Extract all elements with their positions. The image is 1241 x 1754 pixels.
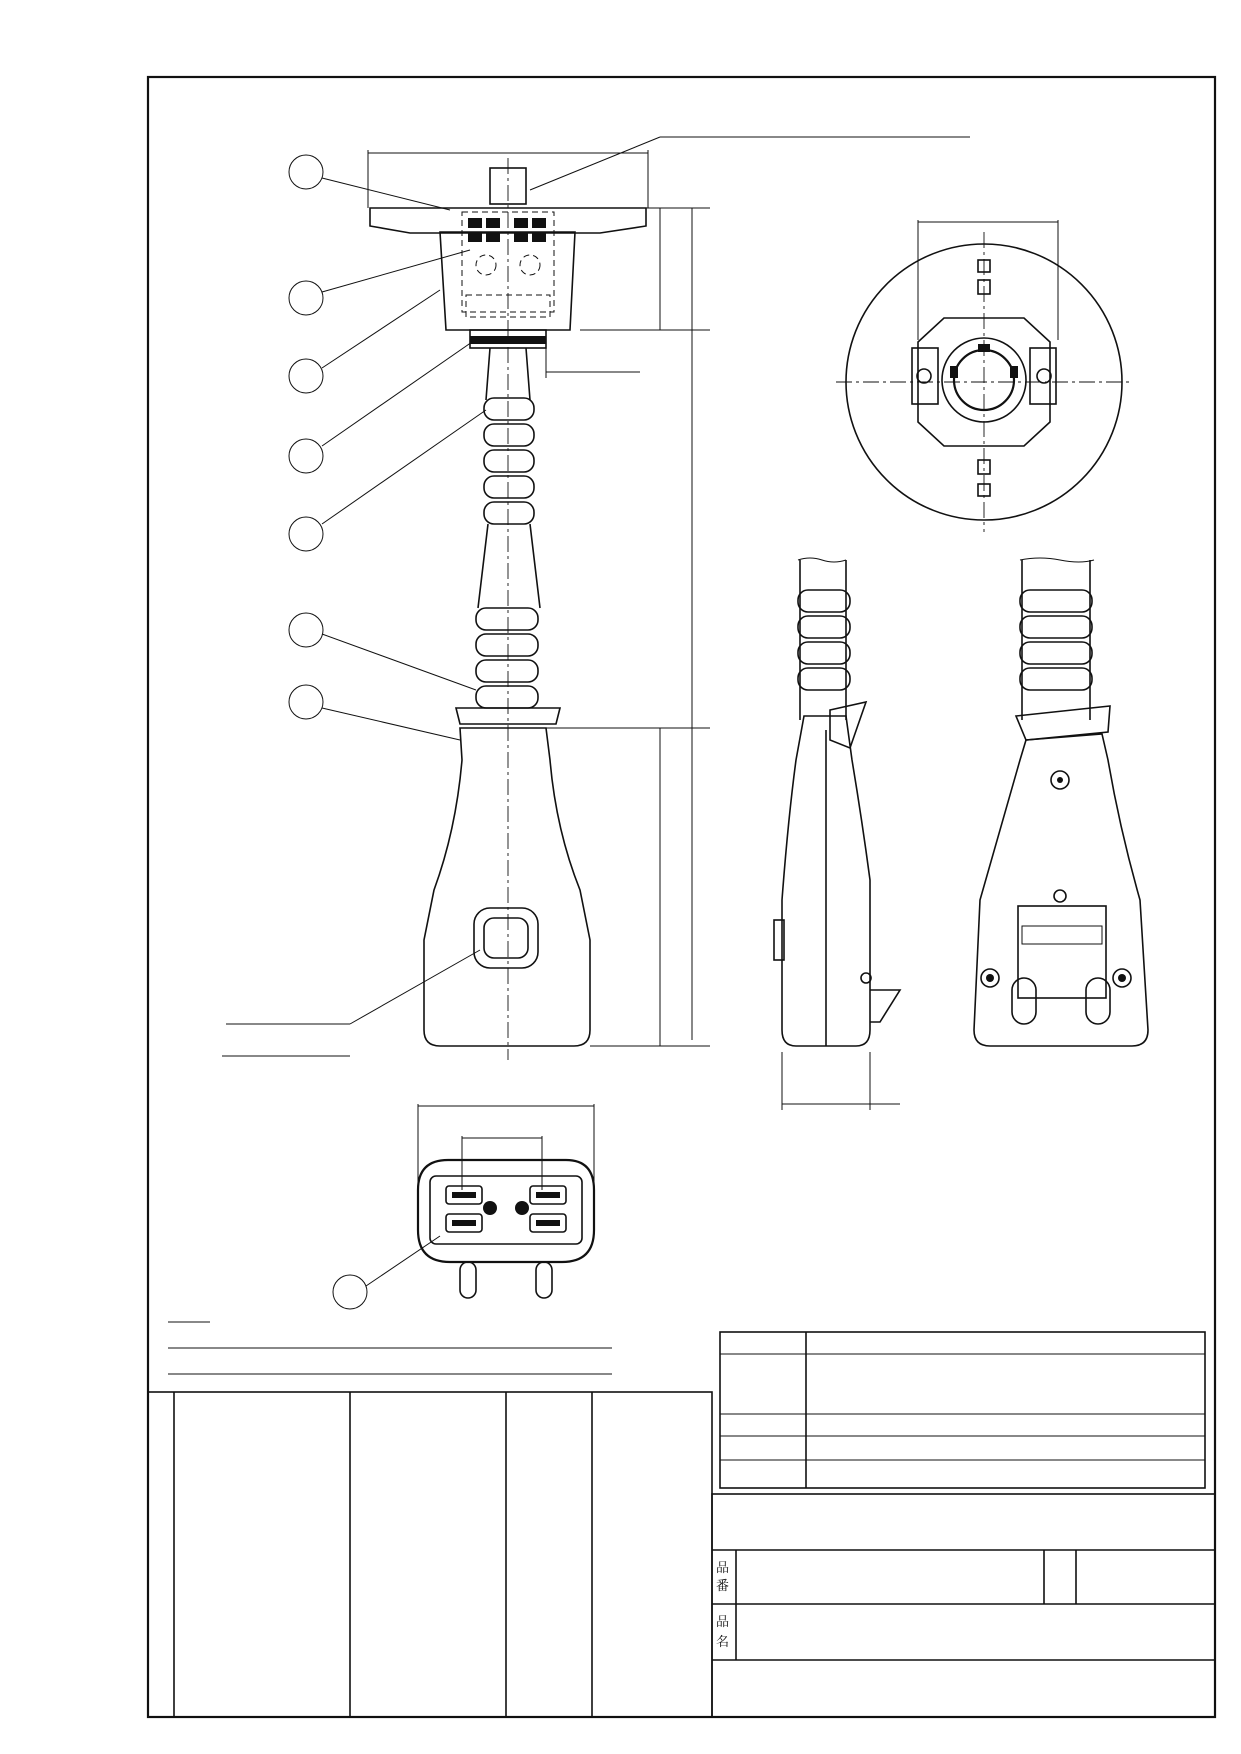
callout-3	[289, 613, 476, 690]
sheet-frame	[148, 77, 1215, 1717]
callout-4	[289, 290, 440, 393]
bottom-view	[333, 1104, 594, 1309]
top-view	[836, 220, 1130, 532]
callout-1	[333, 1236, 440, 1309]
spiral-lower	[476, 608, 538, 708]
front-view	[222, 137, 970, 1060]
spiral-upper	[484, 398, 534, 524]
callout-2	[289, 685, 460, 740]
parts-table	[148, 1392, 712, 1717]
reeler-body-front	[424, 728, 590, 1046]
title-block	[712, 1494, 1215, 1717]
callout-8	[289, 410, 486, 551]
rating-label-plate	[1018, 906, 1106, 998]
part-no-label: 品番	[716, 1561, 730, 1594]
name-label: 品名	[716, 1615, 730, 1650]
side-view	[774, 558, 900, 1110]
rear-view	[974, 558, 1148, 1046]
callout-6	[289, 155, 450, 210]
a-dimension-table	[168, 1322, 612, 1374]
callout-7	[289, 342, 472, 473]
